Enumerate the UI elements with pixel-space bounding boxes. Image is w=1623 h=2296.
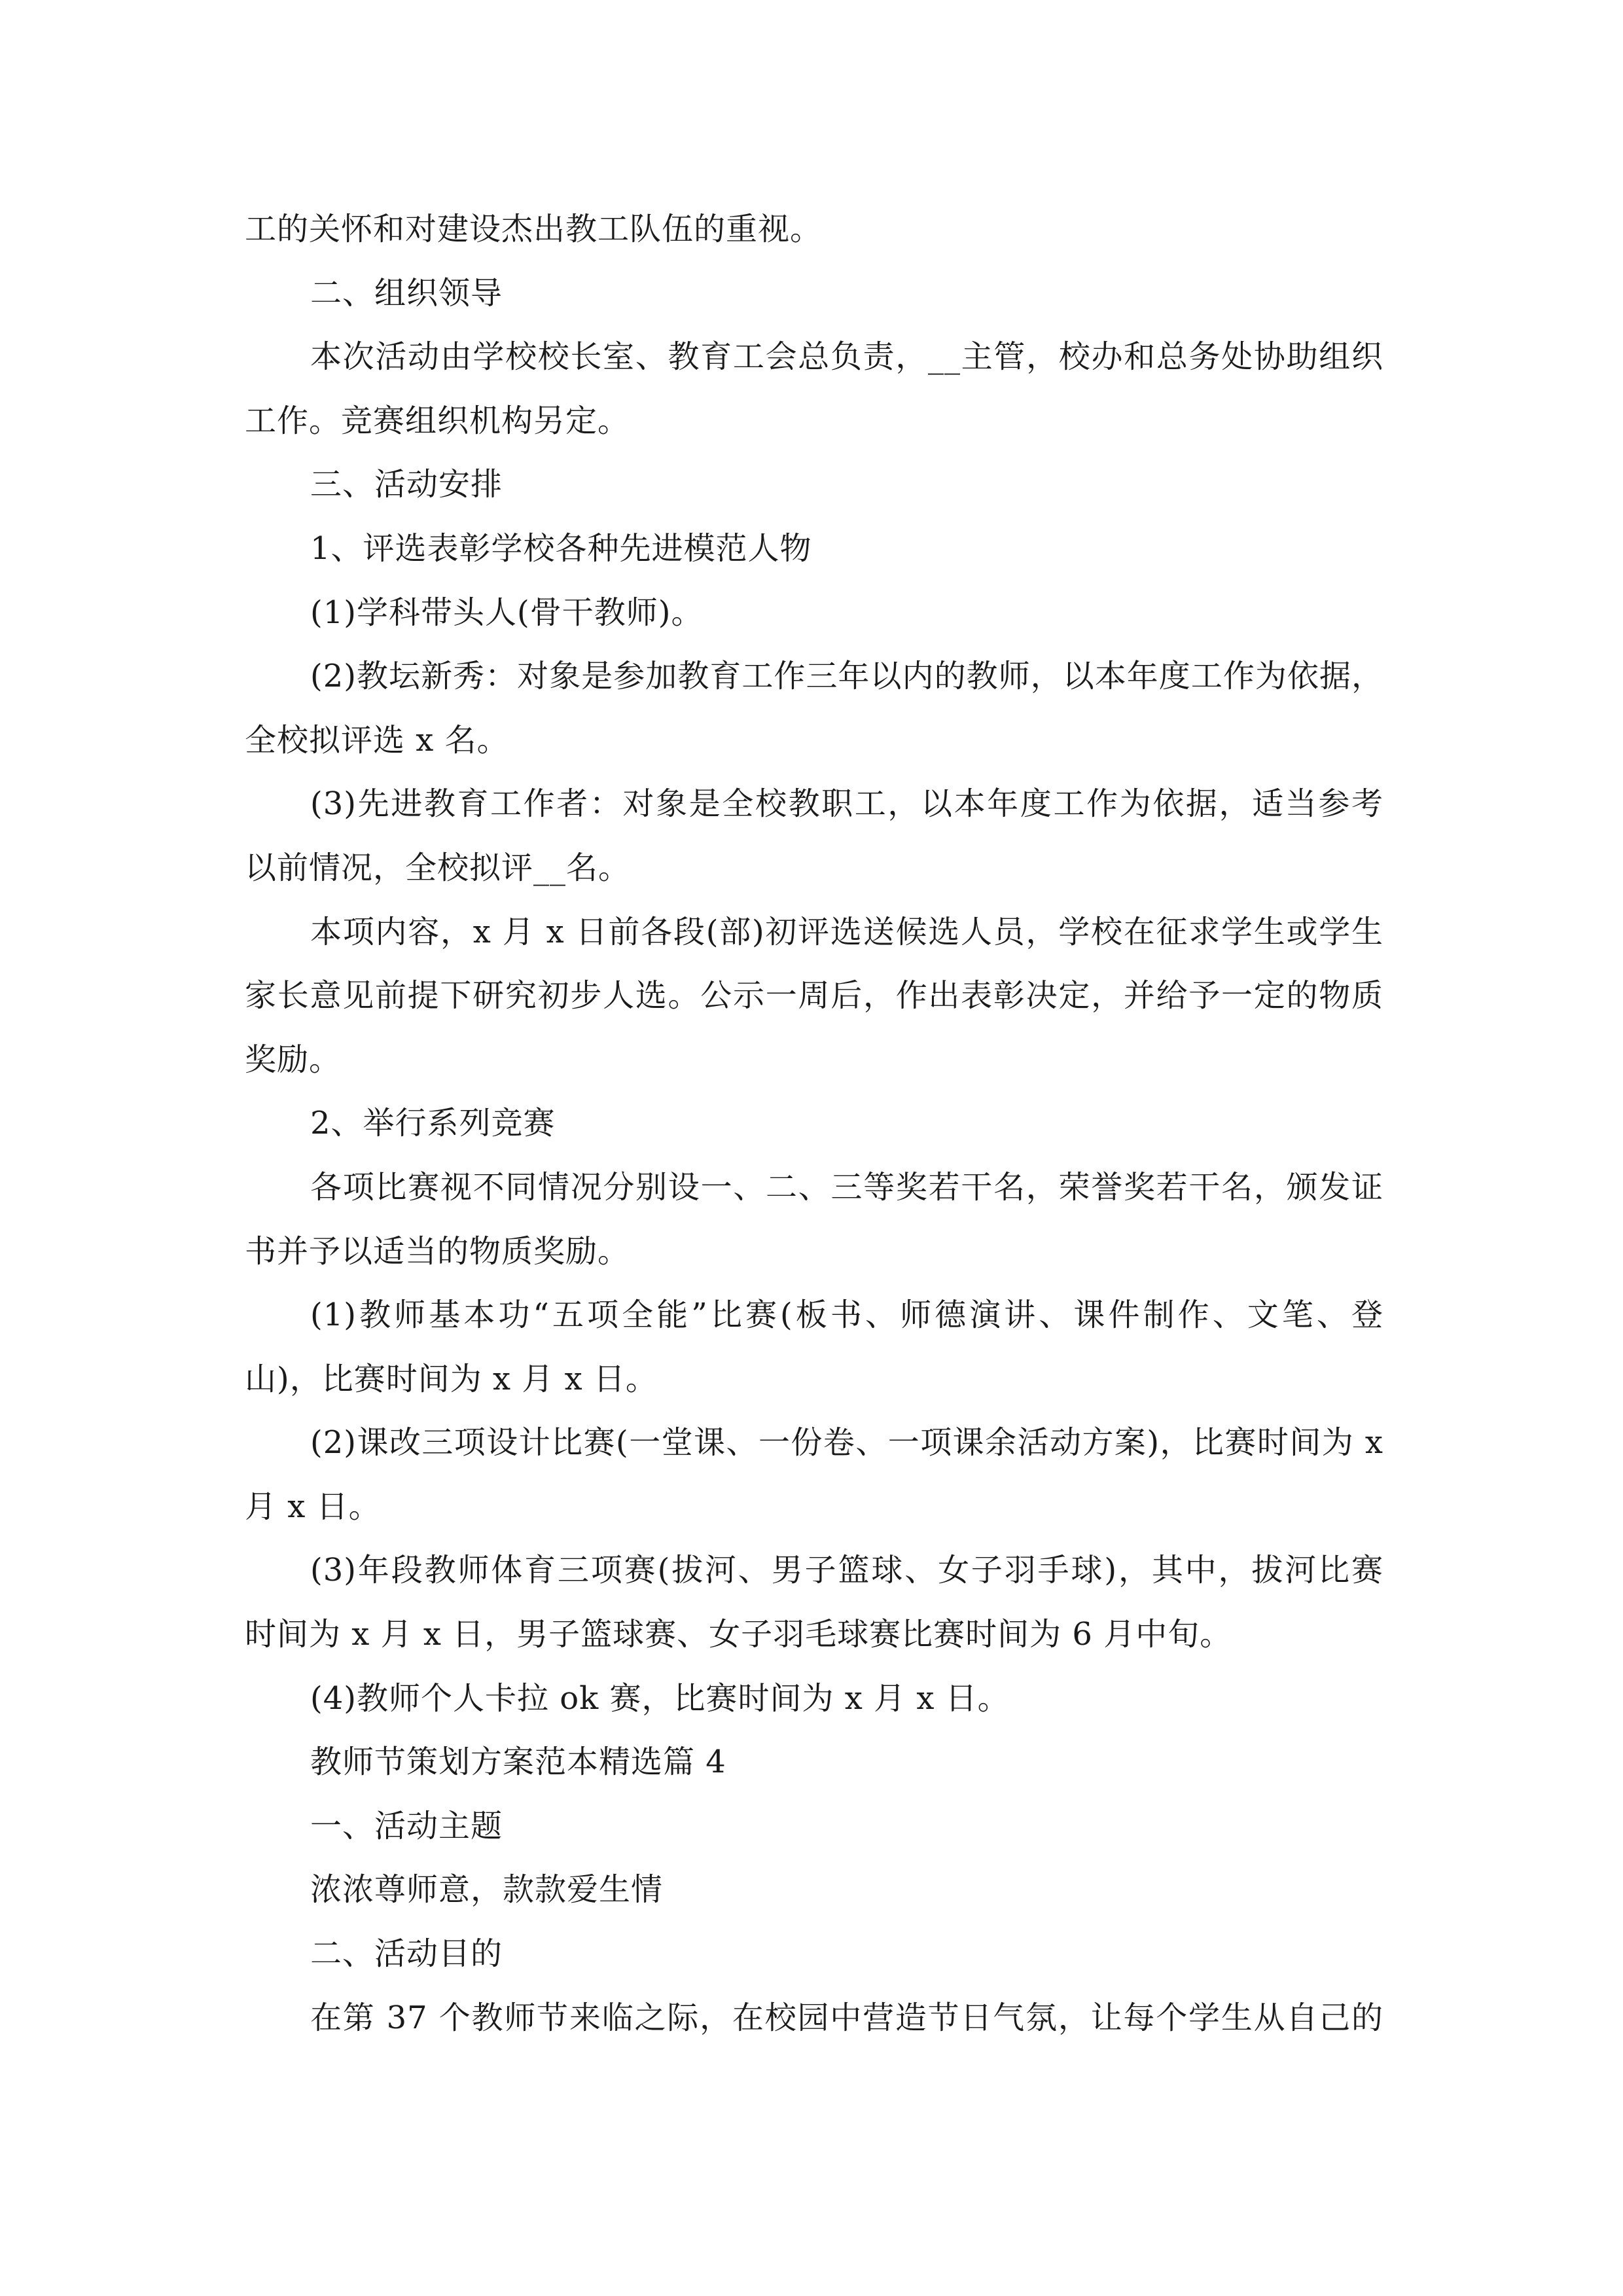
paragraph-line: (1)教师基本功“五项全能”比赛(板书、师德演讲、课件制作、文笔、登 — [310, 1297, 1383, 1334]
paragraph-line: 工的关怀和对建设杰出教工队伍的重视。 — [245, 211, 823, 247]
paragraph-line: 教师节策划方案范本精选篇 4 — [310, 1744, 726, 1781]
paragraph-line: 时间为 x 月 x 日，男子篮球赛、女子羽毛球赛比赛时间为 6 月中旬。 — [245, 1616, 1232, 1653]
paragraph-line: 三、活动安排 — [310, 466, 503, 503]
paragraph-line: 本项内容，x 月 x 日前各段(部)初评选送候选人员，学校在征求学生或学生 — [310, 913, 1383, 950]
paragraph-line: 家长意见前提下研究初步人选。公示一周后，作出表彰决定，并给予一定的物质 — [245, 977, 1383, 1014]
paragraph-line: (1)学科带头人(骨干教师)。 — [310, 594, 704, 631]
paragraph-line: 全校拟评选 x 名。 — [245, 721, 509, 759]
paragraph-line: (3)先进教育工作者：对象是全校教职工，以本年度工作为依据，适当参考 — [310, 785, 1383, 823]
paragraph-line: 月 x 日。 — [245, 1488, 381, 1525]
paragraph-line: 山)，比赛时间为 x 月 x 日。 — [245, 1360, 658, 1397]
paragraph-line: (2)课改三项设计比赛(一堂课、一份卷、一项课余活动方案)，比赛时间为 x — [310, 1424, 1383, 1462]
paragraph-line: 奖励。 — [245, 1041, 342, 1078]
paragraph-line: 二、组织领导 — [310, 274, 503, 312]
paragraph-line: 浓浓尊师意，款款爱生情 — [310, 1871, 664, 1909]
paragraph-line: (2)教坛新秀：对象是参加教育工作三年以内的教师，以本年度工作为依据， — [310, 658, 1383, 695]
paragraph-line: 以前情况，全校拟评__名。 — [245, 849, 631, 886]
paragraph-line: 2、举行系列竞赛 — [310, 1105, 556, 1142]
paragraph-line: 本次活动由学校校长室、教育工会总负责，__主管，校办和总务处协助组织 — [310, 338, 1383, 376]
paragraph-line: 书并予以适当的物质奖励。 — [245, 1232, 630, 1270]
paragraph-line: 1、评选表彰学校各种先进模范人物 — [310, 529, 812, 567]
paragraph-line: 一、活动主题 — [310, 1807, 503, 1844]
paragraph-line: (3)年段教师体育三项赛(拔河、男子篮球、女子羽手球)，其中，拔河比赛 — [310, 1552, 1383, 1589]
paragraph-line: 工作。竞赛组织机构另定。 — [245, 402, 630, 439]
paragraph-line: 在第 37 个教师节来临之际，在校园中营造节日气氛，让每个学生从自己的 — [310, 1999, 1383, 2036]
body-text — [245, 198, 1383, 2050]
paragraph-line: 二、活动目的 — [310, 1935, 503, 1973]
paragraph-line: (4)教师个人卡拉 ok 赛，比赛时间为 x 月 x 日。 — [310, 1679, 1010, 1717]
paragraph-line: 各项比赛视不同情况分别设一、二、三等奖若干名，荣誉奖若干名，颁发证 — [310, 1168, 1383, 1206]
